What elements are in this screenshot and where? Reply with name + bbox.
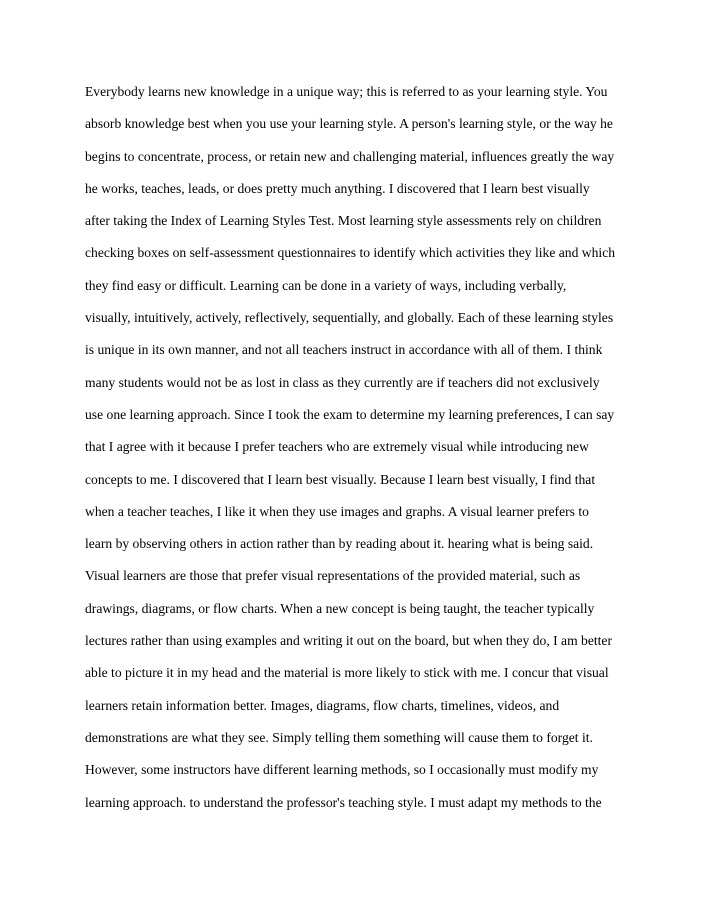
text-line: many students would not be as lost in class as they currently are if teachers did not exclusively: [85, 374, 600, 390]
text-line: begins to concentrate, process, or retain new and challenging material, influences greatly the way: [85, 148, 615, 164]
text-line: Visual learners are those that prefer visual representations of the provided material, such as: [85, 568, 581, 584]
text-line: learners retain information better. Images, diagrams, flow charts, timelines, videos, and: [85, 697, 560, 713]
text-line: they find easy or difficult. Learning can be done in a variety of ways, including verbally,: [85, 277, 567, 293]
text-line: after taking the Index of Learning Styles Test. Most learning style assessments rely on children: [85, 213, 602, 229]
text-line: checking boxes on self-assessment questionnaires to identify which activities they like and which: [85, 245, 616, 261]
text-line: drawings, diagrams, or flow charts. When a new concept is being taught, the teacher typically: [85, 600, 595, 616]
text-line: lectures rather than using examples and writing it out on the board, but when they do, I am better: [85, 633, 612, 649]
text-line: demonstrations are what they see. Simply telling them something will cause them to forget it.: [85, 729, 593, 745]
text-line: learning approach. to understand the professor's teaching style. I must adapt my methods to the: [85, 794, 602, 810]
body-paragraph: [85, 76, 645, 819]
text-line: use one learning approach. Since I took the exam to determine my learning preferences, I can say: [85, 406, 615, 422]
text-line: able to picture it in my head and the material is more likely to stick with me. I concur that visual: [85, 665, 609, 681]
text-line: concepts to me. I discovered that I learn best visually. Because I learn best visually, I find that: [85, 471, 596, 487]
text-line: Everybody learns new knowledge in a unique way; this is referred to as your learning style. You: [85, 84, 608, 99]
text-line: visually, intuitively, actively, reflectively, sequentially, and globally. Each of these learning styles: [85, 310, 614, 326]
text-line: learn by observing others in action rather than by reading about it. hearing what is being said.: [85, 536, 594, 552]
text-line: when a teacher teaches, I like it when they use images and graphs. A visual learner prefers to: [85, 503, 589, 519]
text-line: absorb knowledge best when you use your learning style. A person's learning style, or the way he: [85, 116, 613, 132]
text-line: However, some instructors have different learning methods, so I occasionally must modify my: [85, 762, 599, 778]
text-line: is unique in its own manner, and not all teachers instruct in accordance with all of them. I think: [85, 342, 603, 358]
text-line: he works, teaches, leads, or does pretty much anything. I discovered that I learn best visually: [85, 180, 590, 196]
text-line: that I agree with it because I prefer teachers who are extremely visual while introducing new: [85, 439, 589, 455]
